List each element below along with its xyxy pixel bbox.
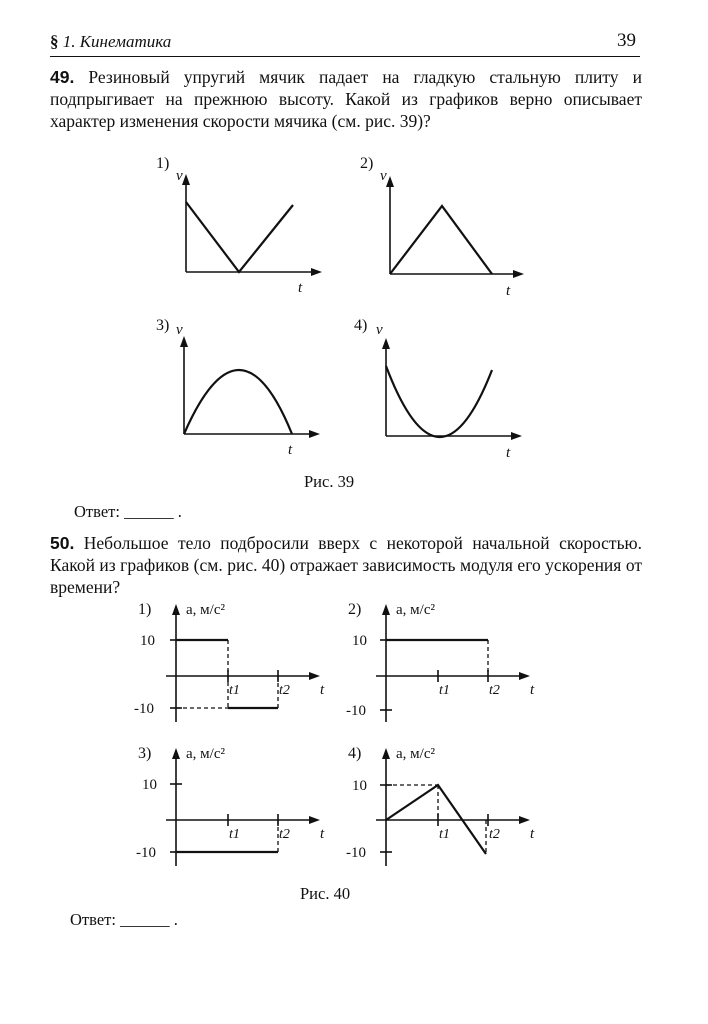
fig40-graph-3-xtick-t1-label: t1: [229, 827, 240, 842]
fig40-graph-4-xtick-t2-label: t2: [489, 827, 500, 842]
fig39-graph-2-y-arrow: [386, 176, 394, 187]
fig39-caption: Рис. 39: [304, 472, 355, 491]
page-header: [50, 26, 640, 57]
fig40-graph-2-label: 2): [348, 601, 362, 618]
fig40-graph-4-xtick-t1-label: t1: [439, 827, 450, 842]
fig39-graph-2-curve: [390, 206, 492, 274]
fig40-graph-2-ytick-minus10-label: -10: [346, 703, 366, 719]
fig39-graph-1: [150, 150, 330, 300]
fig40-graph-2-x-arrow: [519, 672, 530, 680]
fig40-graph-2-y-arrow: [382, 604, 390, 615]
section-title: [50, 32, 171, 52]
fig40-graph-4-ytick-minus10-label: -10: [346, 845, 366, 861]
fig40-graph-1: [130, 598, 340, 728]
fig39-graph-3-curve: [184, 370, 292, 434]
problem-49-text: [50, 66, 642, 132]
fig39-graph-4-curve: [386, 366, 492, 437]
fig40-graph-1-ytick-minus10-label: -10: [134, 701, 154, 717]
fig39-graph-1-curve: [186, 202, 293, 272]
fig39-graph-1-y-arrow: [182, 174, 190, 185]
fig40-graph-1-label: 1): [138, 601, 152, 618]
section-title-text: 1. Кинематика: [62, 32, 172, 51]
fig40-graph-1-y-arrow: [172, 604, 180, 615]
fig39-graph-4-xlabel: t: [506, 445, 511, 461]
fig40-graph-3-xlabel: t: [320, 826, 325, 842]
fig40-graph-3-y-arrow: [172, 748, 180, 759]
fig39-graph-4: [350, 312, 530, 462]
fig40-graph-4-x-arrow: [519, 816, 530, 824]
fig39-graph-1-label: 1): [156, 155, 170, 172]
problem-50-number: 50.: [50, 533, 75, 553]
fig40-graph-3-xtick-t2-label: t2: [279, 827, 290, 842]
fig39-graph-3: [150, 312, 330, 462]
problem-50-statement: Небольшое тело подбросили вверх с некоторой начальной скоростью. Какой из графиков (см. рис. 40) отражает зависимость модуля его ускорения от времени?: [50, 533, 643, 597]
fig40-graph-4-y-arrow: [382, 748, 390, 759]
fig40-graph-2-ylabel: a, м/с²: [396, 602, 435, 618]
fig40-graph-3-ytick-10-label: 10: [142, 777, 157, 793]
fig40-graph-1-xtick-t2-label: t2: [279, 683, 290, 698]
fig39-graph-4-y-arrow: [382, 338, 390, 349]
fig40-graph-2-xlabel: t: [530, 682, 535, 698]
problem-50-text: [50, 532, 642, 598]
fig39-graph-4-label: 4): [354, 317, 368, 334]
fig39-graph-3-x-arrow: [309, 430, 320, 438]
fig40-graph-2: [340, 598, 550, 728]
fig40-graph-3-ytick-minus10-label: -10: [136, 845, 156, 861]
problem-49-answer: Ответ: ______ .: [74, 502, 182, 521]
fig40-graph-2-xtick-t1-label: t1: [439, 683, 450, 698]
fig40-caption: Рис. 40: [300, 884, 351, 903]
fig39-graph-2-xlabel: t: [506, 283, 511, 299]
fig40-graph-1-x-arrow: [309, 672, 320, 680]
fig40-graph-3-ylabel: a, м/с²: [186, 746, 225, 762]
fig39-graph-2: [356, 150, 536, 300]
fig39-graph-1-ylabel: v: [176, 168, 183, 184]
fig40-graph-3-x-arrow: [309, 816, 320, 824]
fig39-graph-1-x-arrow: [311, 268, 322, 276]
fig40-graph-1-xlabel: t: [320, 682, 325, 698]
fig40-graph-4-ytick-10-label: 10: [352, 778, 367, 794]
page-number: 39: [617, 30, 636, 51]
fig39-graph-4-ylabel: v: [376, 322, 383, 338]
fig40-graph-3: [130, 742, 340, 872]
section-mark: §: [50, 32, 59, 51]
fig39-graph-3-label: 3): [156, 317, 170, 334]
fig40-graph-1-xtick-t1-label: t1: [229, 683, 240, 698]
problem-49-statement: Резиновый упругий мячик падает на гладкую стальную плиту и подпрыгивает на прежнюю высоту. Какой из графиков верно описывает характер изменения скорости мячика (см. рис. 39)?: [50, 67, 643, 131]
problem-50-answer: Ответ: ______ .: [70, 910, 178, 929]
problem-49-number: 49.: [50, 67, 75, 87]
fig40-graph-4-label: 4): [348, 745, 362, 762]
fig39-graph-4-x-arrow: [511, 432, 522, 440]
fig39-graph-3-xlabel: t: [288, 442, 293, 458]
fig39-graph-2-x-arrow: [513, 270, 524, 278]
fig39-graph-2-label: 2): [360, 155, 374, 172]
fig40-graph-1-ytick-10-label: 10: [140, 633, 155, 649]
fig40-graph-2-xtick-t2-label: t2: [489, 683, 500, 698]
fig40-graph-3-label: 3): [138, 745, 152, 762]
fig40-graph-4: [340, 742, 550, 872]
fig40-graph-2-ytick-10-label: 10: [352, 633, 367, 649]
fig39-graph-3-ylabel: v: [176, 322, 183, 338]
fig40-graph-4-xlabel: t: [530, 826, 535, 842]
fig40-graph-1-ylabel: a, м/с²: [186, 602, 225, 618]
fig39-graph-1-xlabel: t: [298, 280, 303, 296]
fig39-graph-2-ylabel: v: [380, 168, 387, 184]
fig40-graph-4-ylabel: a, м/с²: [396, 746, 435, 762]
